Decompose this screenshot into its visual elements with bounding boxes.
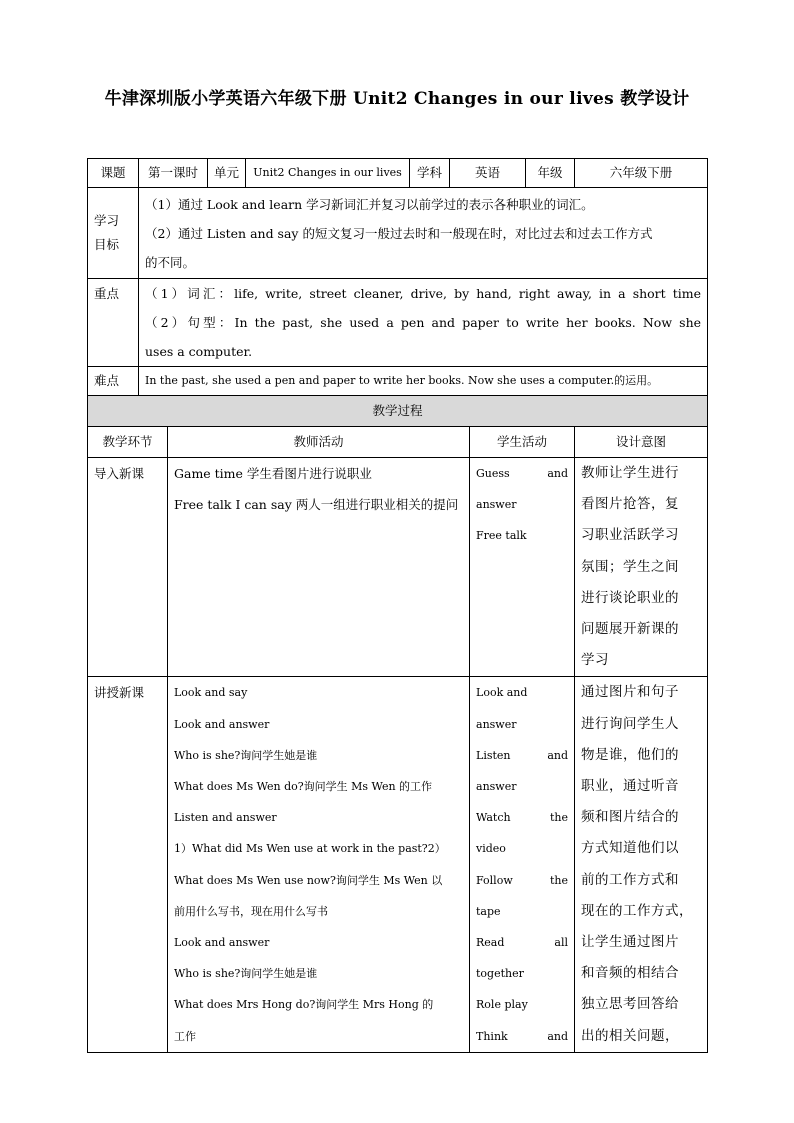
column-stage: 教学环节 xyxy=(88,427,168,458)
grade-label: 年级 xyxy=(526,159,575,188)
process-row-new xyxy=(88,677,708,1052)
key-points-label: 重点 xyxy=(88,279,139,367)
process-band xyxy=(88,396,708,427)
info-row xyxy=(88,159,708,188)
process-header-row xyxy=(88,427,708,458)
subject-value: 英语 xyxy=(450,159,526,188)
objectives-row xyxy=(88,188,708,279)
teacher-intro: Game time 学生看图片进行说职业 Free talk I can say 两人一组进行职业相关的提问 xyxy=(168,458,470,677)
stage-intro: 导入新课 xyxy=(88,458,168,677)
lesson-value: 第一课时 xyxy=(139,159,208,188)
column-student: 学生活动 xyxy=(470,427,575,458)
grade-value: 六年级下册 xyxy=(575,159,708,188)
document-title: 牛津深圳版小学英语六年级下册 Unit2 Changes in our lives 教学设计 xyxy=(104,89,690,109)
column-intent: 设计意图 xyxy=(575,427,708,458)
subject-label: 学科 xyxy=(410,159,450,188)
unit-label: 单元 xyxy=(208,159,246,188)
teacher-new: Look and say Look and answer Who is she?询问学生她是谁 What does Ms Wen do?询问学生 Ms Wen 的工作 Listen and answer 1）What did Ms Wen use at work in the past?2） What does Ms Wen use now?询问学生 Ms Wen 以 前用什么写书，现在用什么写书 Look and answer Who is she?询问学生她是谁 What does Mrs Hong do?询问学生 Mrs Hong 的 工作 xyxy=(168,677,470,1052)
objectives-label: 学习 目标 xyxy=(88,188,139,279)
student-intro: Guess and answer Free talk xyxy=(470,458,575,677)
difficulty-row xyxy=(88,367,708,396)
difficulty-label: 难点 xyxy=(88,367,139,396)
stage-new: 讲授新课 xyxy=(88,677,168,1052)
unit-value: Unit2 Changes in our lives xyxy=(246,159,410,188)
lesson-plan-table xyxy=(87,158,708,1053)
key-points-text: （1）词汇：life, write, street cleaner, drive, by hand, right away, in a short time （2）句型：In the past, she used a pen and paper to write her books. Now she uses a computer. xyxy=(139,279,708,367)
key-points-row xyxy=(88,279,708,367)
topic-label: 课题 xyxy=(88,159,139,188)
difficulty-text: In the past, she used a pen and paper to write her books. Now she uses a computer.的运用。 xyxy=(139,367,708,396)
process-band-label: 教学过程 xyxy=(88,396,708,427)
intent-intro: 教师让学生进行 看图片抢答，复 习职业活跃学习 氛围；学生之间 进行谈论职业的 问题展开新课的 学习 xyxy=(575,458,708,677)
student-new: Look and answer Listen and answer Watch the video Follow the tape Read all together Role play Think and xyxy=(470,677,575,1052)
objectives-text: （1）通过 Look and learn 学习新词汇并复习以前学过的表示各种职业的词汇。 （2）通过 Listen and say 的短文复习一般过去时和一般现在时，对比过去和过去工作方式 的不同。 xyxy=(139,188,708,279)
column-teacher: 教师活动 xyxy=(168,427,470,458)
intent-new: 通过图片和句子 进行询问学生人 物是谁，他们的 职业，通过听音 频和图片结合的 方式知道他们以 前的工作方式和 现在的工作方式， 让学生通过图片 和音频的相结合 独立思考回答给 出的相关问题， xyxy=(575,677,708,1052)
process-row-intro xyxy=(88,458,708,677)
